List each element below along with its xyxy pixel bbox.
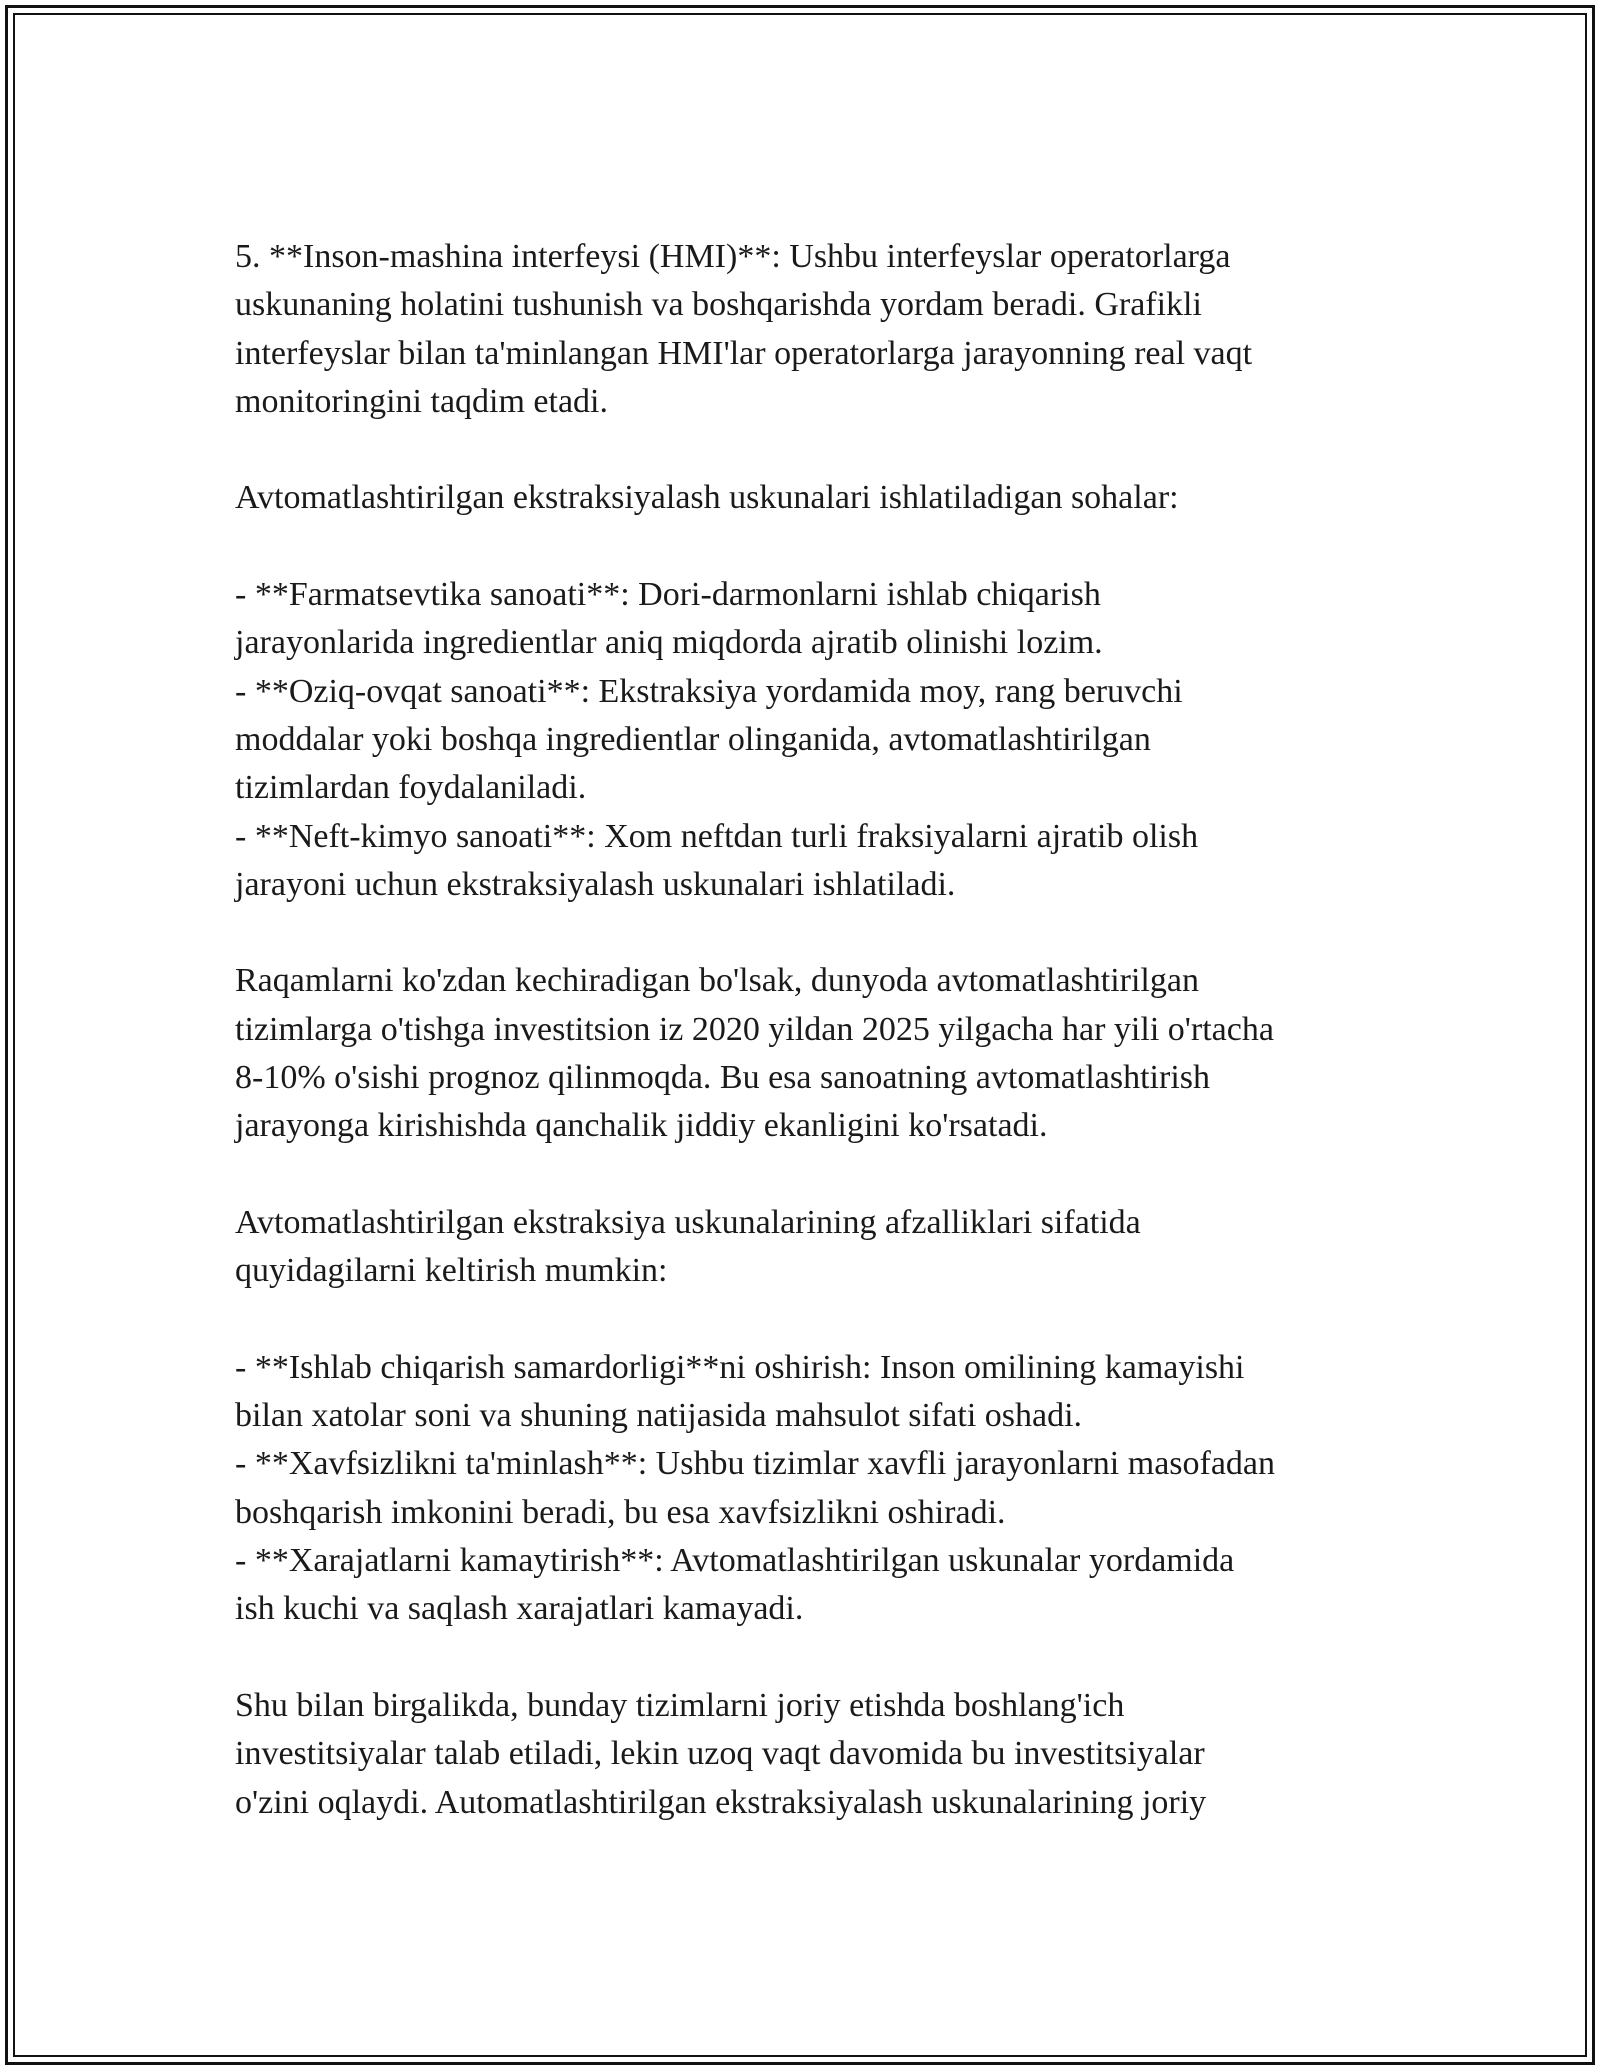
list-item-line: - **Neft-kimyo sanoati**: Xom neftdan turli fraksiyalarni ajratib olish bbox=[235, 817, 1199, 855]
list-item-line: - **Farmatsevtika sanoati**: Dori-darmonlarni ishlab chiqarish bbox=[235, 576, 1101, 614]
list-item-line: tizimlardan foydalaniladi. bbox=[235, 769, 587, 807]
list-item-line: boshqarish imkonini beradi, bu esa xavfsizlikni oshiradi. bbox=[235, 1493, 1006, 1531]
text-line: Raqamlarni ko'zdan kechiradigan bo'lsak, dunyoda avtomatlashtirilgan bbox=[235, 962, 1199, 1000]
paragraph-advantages-list bbox=[235, 1344, 1375, 1634]
list-item-line: bilan xatolar soni va shuning natijasida mahsulot sifati oshadi. bbox=[235, 1397, 1083, 1435]
text-line: Avtomatlashtirilgan ekstraksiya uskunalarining afzalliklari sifatida bbox=[235, 1203, 1141, 1241]
paragraph-gap bbox=[235, 909, 1375, 957]
list-item-line: jarayonlarida ingredientlar aniq miqdorda ajratib olinishi lozim. bbox=[235, 624, 1103, 662]
list-item-line: ish kuchi va saqlash xarajatlari kamayadi. bbox=[235, 1590, 804, 1628]
paragraph-investment-forecast bbox=[235, 957, 1375, 1150]
text-line: Shu bilan birgalikda, bunday tizimlarni joriy etishda boshlang'ich bbox=[235, 1686, 1125, 1724]
text-line: interfeyslar bilan ta'minlangan HMI'lar operatorlarga jarayonning real vaqt bbox=[235, 334, 1253, 372]
paragraph-advantages-intro bbox=[235, 1199, 1375, 1296]
text-line: uskunaning holatini tushunish va boshqarishda yordam beradi. Grafikli bbox=[235, 286, 1202, 324]
list-item-line: moddalar yoki boshqa ingredientlar olinganida, avtomatlashtirilgan bbox=[235, 720, 1151, 758]
paragraph-gap bbox=[235, 523, 1375, 571]
paragraph-sectors-intro bbox=[235, 474, 1375, 522]
list-item-line: - **Xarajatlarni kamaytirish**: Avtomatlashtirilgan uskunalar yordamida bbox=[235, 1542, 1235, 1580]
list-item-line: - **Ishlab chiqarish samardorligi**ni oshirish: Inson omilining kamayishi bbox=[235, 1348, 1245, 1386]
paragraph-gap bbox=[235, 426, 1375, 474]
text-line: monitoringini taqdim etadi. bbox=[235, 382, 609, 420]
paragraph-gap bbox=[235, 1296, 1375, 1344]
text-line: tizimlarga o'tishga investitsion iz 2020 yildan 2025 yilgacha har yili o'rtacha bbox=[235, 1010, 1274, 1048]
list-item-line: - **Xavfsizlikni ta'minlash**: Ushbu tizimlar xavfli jarayonlarni masofadan bbox=[235, 1445, 1276, 1483]
list-item-line: - **Oziq-ovqat sanoati**: Ekstraksiya yordamida moy, rang beruvchi bbox=[235, 672, 1183, 710]
paragraph-gap bbox=[235, 1634, 1375, 1682]
document-body bbox=[235, 233, 1375, 1827]
list-item-line: jarayoni uchun ekstraksiyalash uskunalari ishlatiladi. bbox=[235, 865, 956, 903]
text-line: investitsiyalar talab etiladi, lekin uzoq vaqt davomida bu investitsiyalar bbox=[235, 1735, 1205, 1773]
text-line: Avtomatlashtirilgan ekstraksiyalash uskunalari ishlatiladigan sohalar: bbox=[235, 479, 1179, 517]
text-line: jarayonga kirishishda qanchalik jiddiy ekanligini ko'rsatadi. bbox=[235, 1107, 1048, 1145]
paragraph-sectors-list bbox=[235, 571, 1375, 909]
text-line: 5. **Inson-mashina interfeysi (HMI)**: Ushbu interfeyslar operatorlarga bbox=[235, 238, 1231, 275]
paragraph-conclusion bbox=[235, 1682, 1375, 1827]
text-line: o'zini oqlaydi. Automatlashtirilgan ekstraksiyalash uskunalarining joriy bbox=[235, 1783, 1207, 1821]
paragraph-hmi bbox=[235, 233, 1375, 426]
paragraph-gap bbox=[235, 1151, 1375, 1199]
text-line: 8-10% o'sishi prognoz qilinmoqda. Bu esa sanoatning avtomatlashtirish bbox=[235, 1059, 1210, 1097]
text-line: quyidagilarni keltirish mumkin: bbox=[235, 1252, 668, 1290]
